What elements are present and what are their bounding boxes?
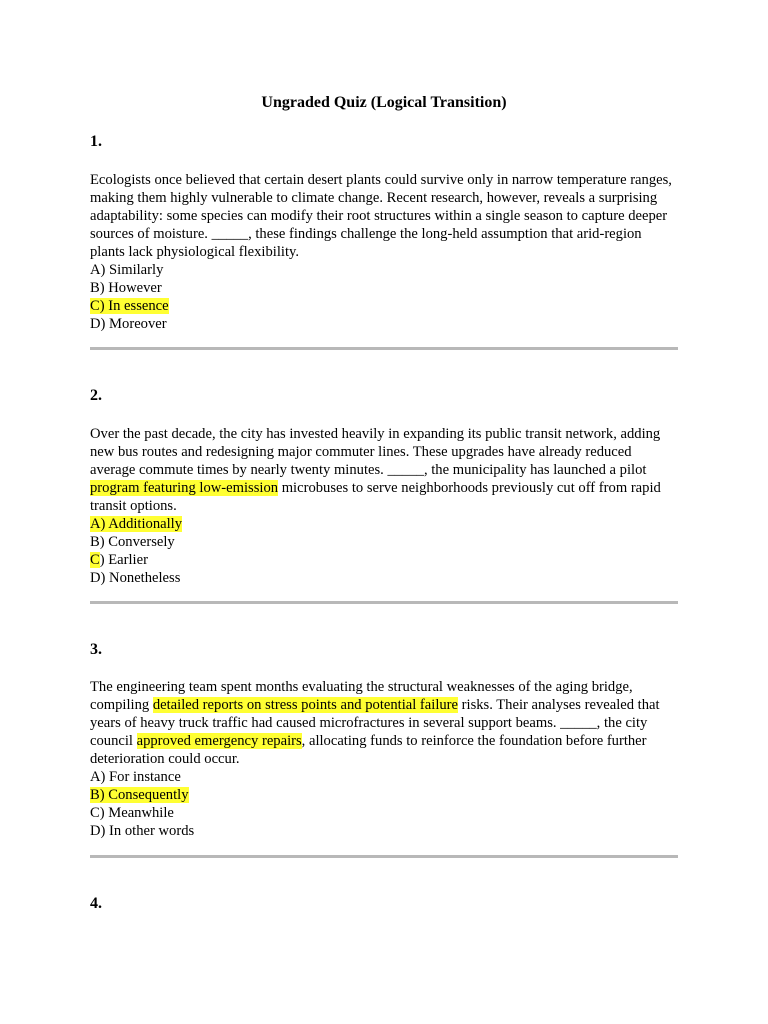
option-c[interactable] [90,297,678,315]
option-text: ) Earlier [99,552,148,568]
question-number: 4. [90,895,102,912]
option-text: Similarly [105,262,164,278]
option-d[interactable] [90,822,678,840]
question-3 [90,640,678,840]
question-number: 2. [90,387,102,404]
option-letter: B) [90,280,105,296]
option-letter: D) [90,570,106,586]
question-text [90,171,678,261]
option-a[interactable] [90,515,678,533]
option-letter: C [90,552,100,568]
option-text: Meanwhile [104,805,174,821]
highlighted-option [90,298,169,314]
question-text [90,678,678,768]
option-letter: A) [90,516,106,532]
option-d[interactable] [90,569,678,587]
highlighted-phrase: detailed reports on stress points and potential failure [152,697,459,713]
option-d[interactable] [90,315,678,333]
option-b[interactable] [90,279,678,297]
option-text: However [104,280,162,296]
question-1 [90,132,678,333]
divider [90,855,678,858]
option-text: For instance [105,769,181,785]
option-letter: D) [90,316,106,332]
option-letter: B) [90,534,105,550]
option-text: Conversely [104,534,175,550]
option-text: In essence [104,298,169,314]
option-letter: C) [90,298,105,314]
highlighted-option [90,787,189,803]
page-title: Ungraded Quiz (Logical Transition) [261,94,507,111]
divider [90,601,678,604]
option-c[interactable] [90,551,678,569]
option-b[interactable] [90,786,678,804]
option-letter: A) [90,769,106,785]
option-letter: C) [90,805,105,821]
option-text: Consequently [104,787,189,803]
option-letter: D) [90,823,106,839]
option-c[interactable] [90,804,678,822]
question-text [90,425,678,515]
question-text-part: The engineering team spent months evaluating the structural weaknesses of the aging bridge, compiling [90,679,633,713]
option-a[interactable] [90,261,678,279]
question-text-part: , allocating funds to reinforce the foundation before further deterioration could occur. [90,733,647,767]
option-letter: A) [90,262,106,278]
option-a[interactable] [90,768,678,786]
question-2 [90,386,678,587]
highlighted-option [90,516,182,532]
highlighted-phrase: program featuring low-emission [90,480,279,496]
question-4 [90,894,678,914]
option-b[interactable] [90,533,678,551]
divider [90,347,678,350]
option-text: Additionally [105,516,183,532]
question-number: 1. [90,133,102,150]
question-text-part: Ecologists once believed that certain desert plants could survive only in narrow temperature ranges, making them highly vulnerable to climate change. Recent research, however, reveals a surprising adaptability: some species can modify their root structures within a single season to capture deeper sources of moisture. _____, these findings challenge the long-held assumption that arid-region plants lack physiological flexibility. [90,172,672,260]
answer-options [90,261,678,333]
option-text: Moreover [105,316,167,332]
question-text-part: risks. Their analyses revealed that years of heavy truck traffic had caused microfractures in several support beams. _____, the city council [90,697,660,749]
answer-options [90,768,678,840]
question-text-part: microbuses to serve neighborhoods previously cut off from rapid transit options. [90,480,661,514]
question-text-part: Over the past decade, the city has invested heavily in expanding its public transit network, adding new bus routes and redesigning major commuter lines. These upgrades have already reduced average commute times by nearly twenty minutes. _____, the municipality has launched a pilot [90,426,661,478]
option-text: Nonetheless [105,570,181,586]
option-text: In other words [105,823,195,839]
highlighted-phrase: approved emergency repairs [136,733,302,749]
option-letter: B) [90,787,105,803]
question-number: 3. [90,641,102,658]
answer-options [90,515,678,587]
